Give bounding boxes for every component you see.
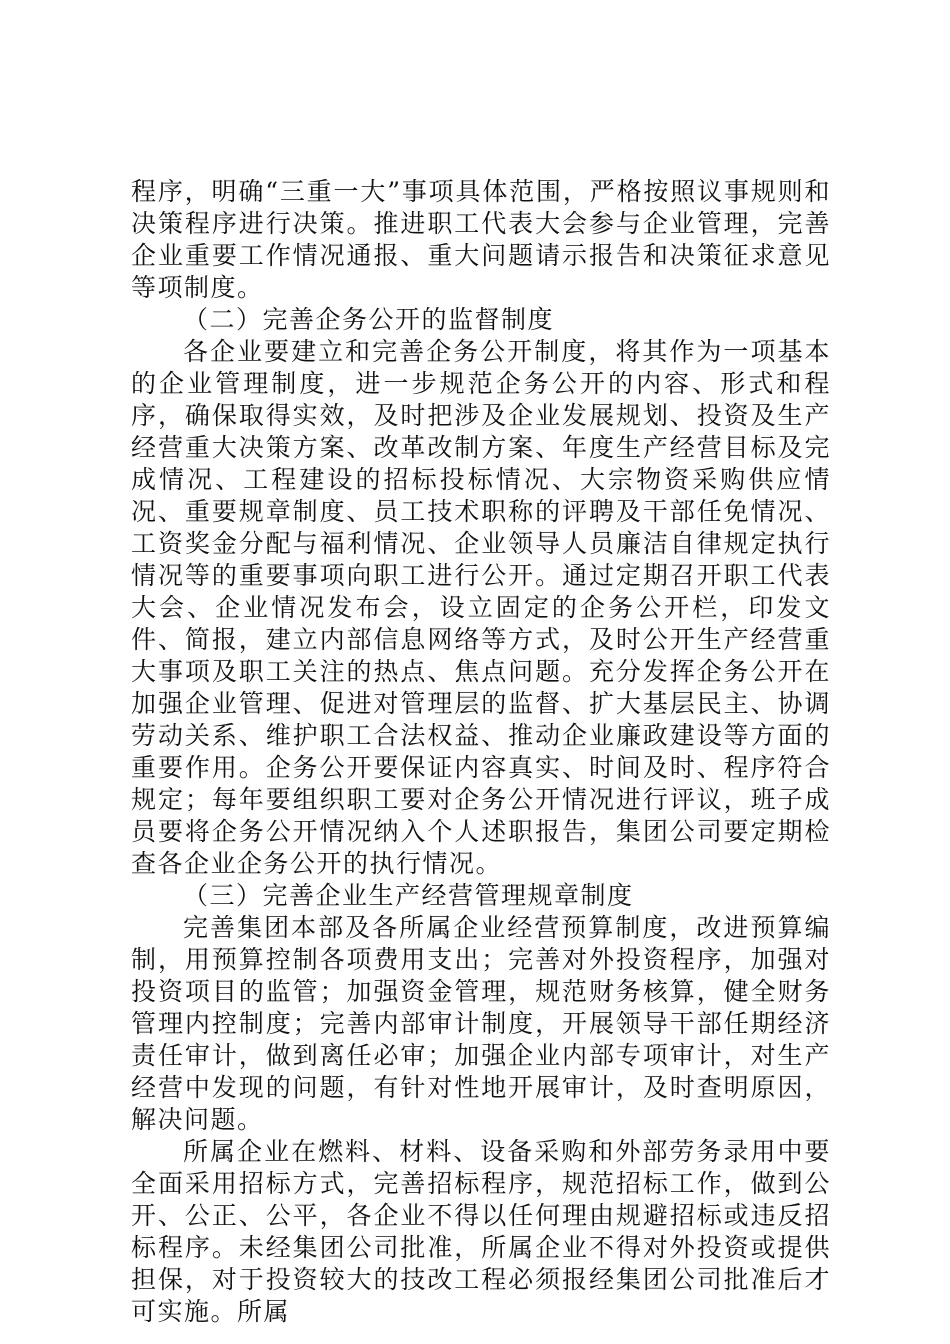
- section-heading-3: （三）完善企业生产经营管理规章制度: [183, 881, 634, 910]
- document-body: [131, 176, 831, 1328]
- section-heading-2: （二）完善企务公开的监督制度: [183, 305, 555, 334]
- paragraph-budget-management: 完善集团本部及各所属企业经营预算制度，改进预算编制，用预算控制各项费用支出；完善对外投资程序，加强对投资项目的监管；加强资金管理，规范财务核算，健全财务管理内控制度；完善内部审计制度，开展领导干部任期经济责任审计，做到离任必审；加强企业内部专项审计，对生产经营中发现的问题，有针对性地开展审计，及时查明原因，解决问题。: [131, 913, 831, 1134]
- paragraph-continuation: 程序，明确“三重一大”事项具体范围，严格按照议事规则和决策程序进行决策。推进职工代表大会参与企业管理，完善企业重要工作情况通报、重大问题请示报告和决策征求意见等项制度。: [131, 177, 831, 302]
- paragraph-enterprise-disclosure: 各企业要建立和完善企务公开制度，将其作为一项基本的企业管理制度，进一步规范企务公开的内容、形式和程序，确保取得实效，及时把涉及企业发展规划、投资及生产经营重大决策方案、改革改制方案、年度生产经营目标及完成情况、工程建设的招标投标情况、大宗物资采购供应情况、重要规章制度、员工技术职称的评聘及干部任免情况、工资奖金分配与福利情况、企业领导人员廉洁自律规定执行情况等的重要事项向职工进行公开。通过定期召开职工代表大会、企业情况发布会，设立固定的企务公开栏，印发文件、简报，建立内部信息网络等方式，及时公开生产经营重大事项及职工关注的热点、焦点问题。充分发挥企务公开在加强企业管理、促进对管理层的监督、扩大基层民主、协调劳动关系、维护职工合法权益、推动企业廉政建设等方面的重要作用。企务公开要保证内容真实、时间及时、程序符合规定；每年要组织职工要对企务公开情况进行评议，班子成员要将企务公开情况纳入个人述职报告，集团公司要定期检查各企业企务公开的执行情况。: [131, 337, 831, 878]
- paragraph-procurement-tendering: 所属企业在燃料、材料、设备采购和外部劳务录用中要全面采用招标方式，完善招标程序，规范招标工作，做到公开、公正、公平，各企业不得以任何理由规避招标或违反招标程序。未经集团公司批准，所属企业不得对外投资或提供担保，对于投资较大的技改工程必须报经集团公司批准后才可实施。所属: [131, 1137, 831, 1326]
